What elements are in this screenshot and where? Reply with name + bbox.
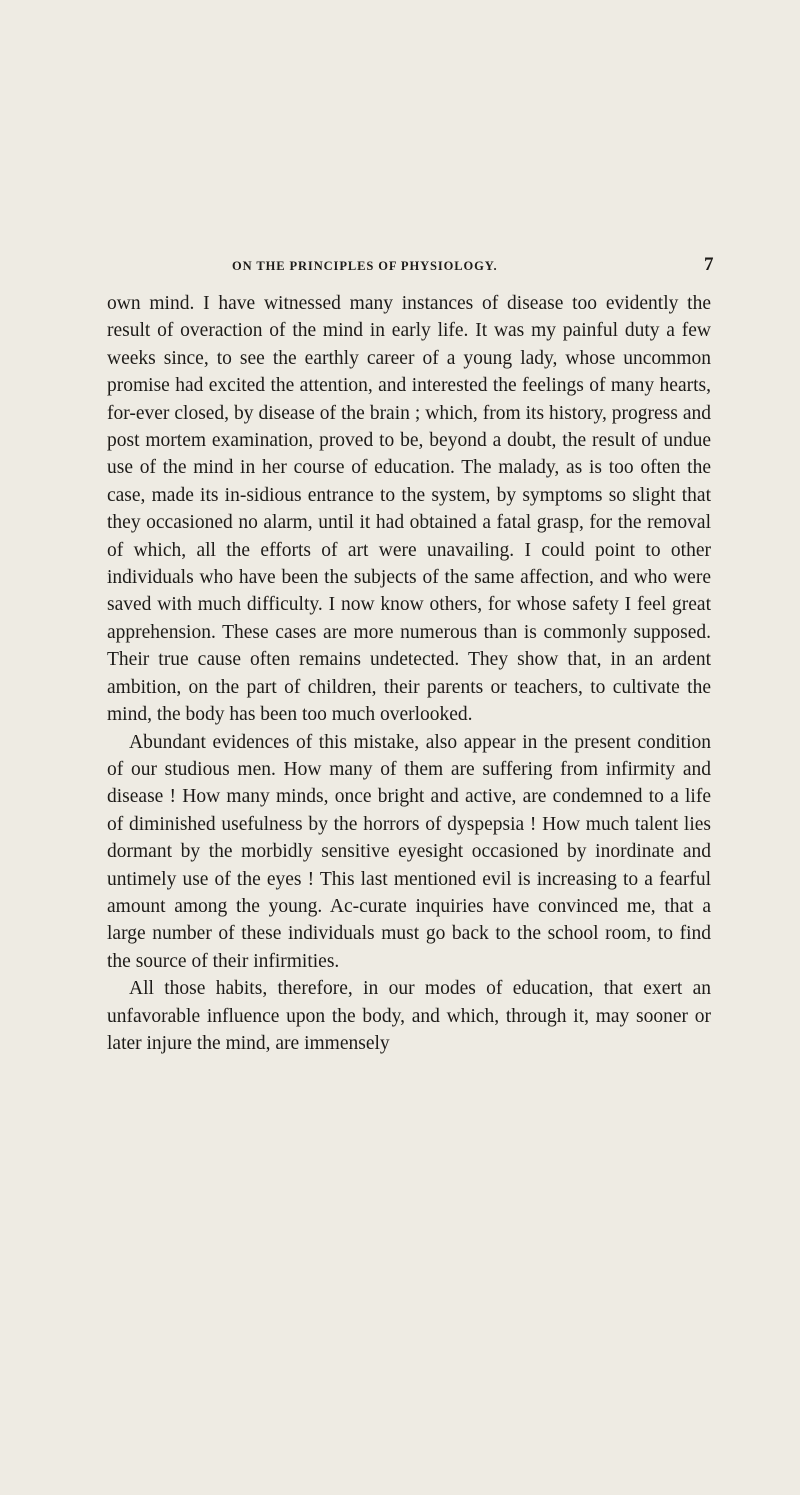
paragraph-1: own mind. I have witnessed many instances of disease too evidently the result of overaction of the mind in early life. It was my painful duty a few weeks since, to see the earthly career of a young lady, whose uncommon promise had excited the attention, and interested the feelings of many hearts, for-ever closed, by disease of the brain ; which, from its history, progress and post mortem examination, proved to be, beyond a doubt, the result of undue use of the mind in her course of education. The malady, as is too often the case, made its in-sidious entrance to the system, by symptoms so slight that they occasioned no alarm, until it had obtained a fatal grasp, for the removal of which, all the efforts of art were unavailing. I could point to other individuals who have been the subjects of the same affection, and who were saved with much difficulty. I now know others, for whose safety I feel great apprehension. These cases are more numerous than is commonly supposed. Their true cause often remains undetected. They show that, in an ardent ambition, on the part of children, their parents or teachers, to cultivate the mind, the body has been too much overlooked. [107,293,711,726]
body-text [107,290,711,1057]
paragraph-2: Abundant evidences of this mistake, also appear in the present condition of our studious men. How many of them are suffering from infirmity and disease ! How many minds, once bright and active, are condemned to a life of diminished usefulness by the horrors of dyspepsia ! How much talent lies dormant by the morbidly sensitive eyesight occasioned by inordinate and untimely use of the eyes ! This last mentioned evil is increasing to a fearful amount among the young. Ac-curate inquiries have convinced me, that a large number of these individuals must go back to the school room, to find the source of their infirmities. [107,731,711,972]
paragraph-3: All those habits, therefore, in our modes of education, that exert an unfavorable influence upon the body, and which, through it, may sooner or later injure the mind, are immensely [107,978,711,1054]
running-head: ON THE PRINCIPLES OF PHYSIOLOGY. [232,259,498,273]
page-number: 7 [704,254,714,275]
